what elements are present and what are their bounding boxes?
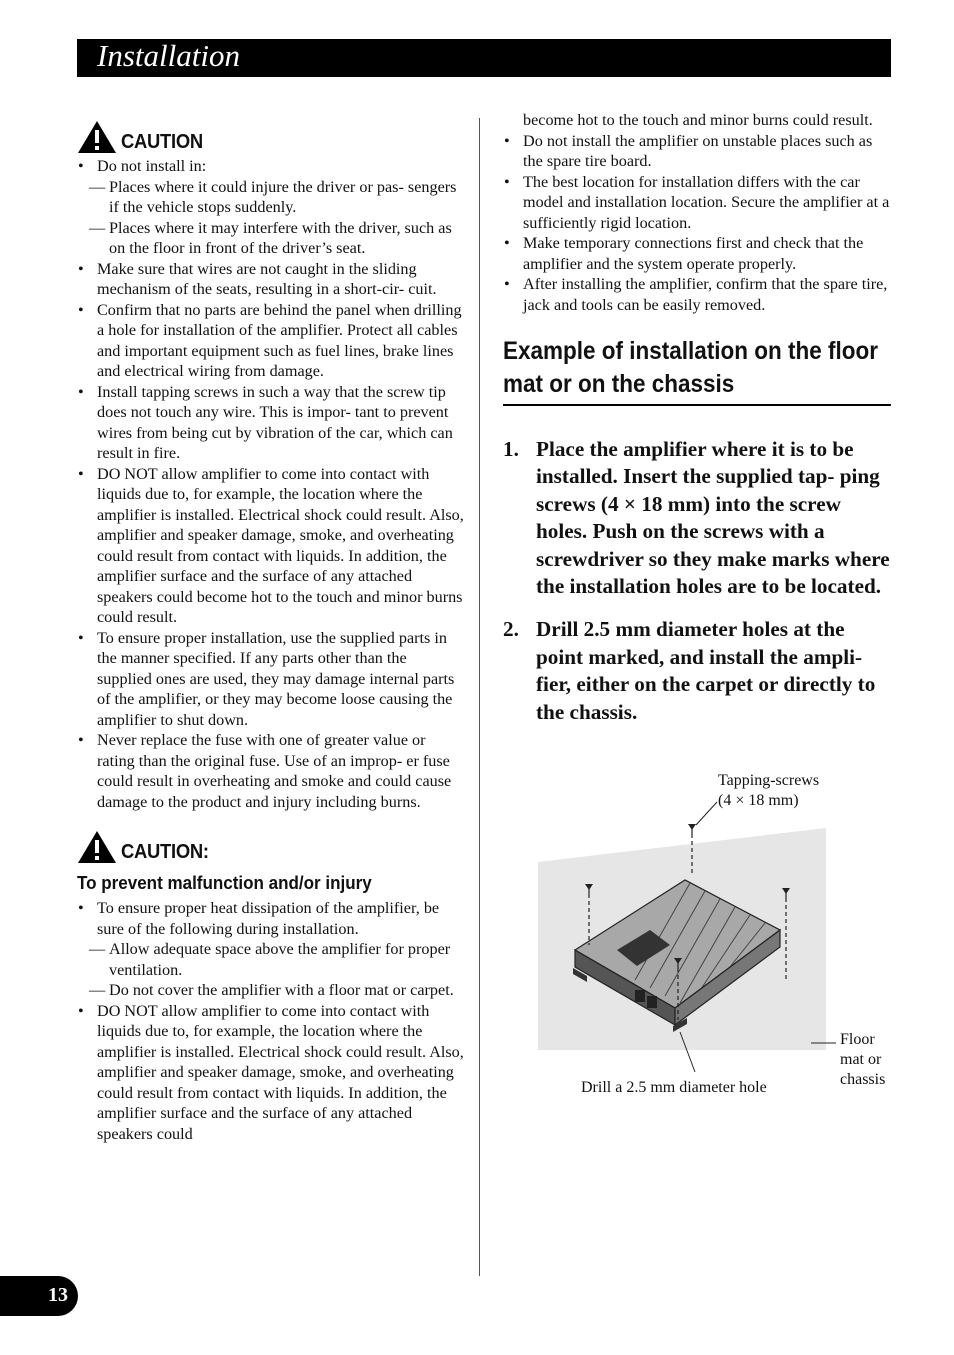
page-title: Installation — [97, 38, 240, 73]
section-title: Example of installation on the floor mat or on the chassis — [503, 335, 891, 406]
step-number: 1. — [503, 437, 519, 461]
sub-list — [77, 177, 465, 259]
sub-list-item: — Allow adequate space above the amplifier for proper ventilation. — [77, 939, 465, 980]
sub-list-item: — Places where it may interfere with the driver, such as on the floor in front of the driver’s seat. — [77, 218, 465, 259]
caution-list-2 — [77, 898, 465, 1144]
step-text: Place the amplifier where it is to be installed. Insert the supplied tap- ping screws (4 × 18 mm) into the screw holes. Push on the screws with a screwdriver so they make marks where the installation holes are to be located. — [536, 437, 890, 599]
sub-list-item: — Do not cover the amplifier with a floor mat or carpet. — [77, 980, 465, 1001]
sub-list-item: — Places where it could injure the driver or pas- sengers if the vehicle stops suddenly. — [77, 177, 465, 218]
step-item — [503, 436, 891, 600]
caution-heading — [77, 120, 465, 154]
list-item: • Do not install the amplifier on unstable places such as the spare tire board. — [503, 131, 891, 172]
list-item: • The best location for installation differs with the car model and installation location. Secure the amplifier at a sufficiently rigid location. — [503, 172, 891, 234]
installation-figure — [535, 770, 895, 1110]
step-text: Drill 2.5 mm diameter holes at the point marked, and install the ampli- fier, either on the carpet or directly to the chassis. — [536, 617, 876, 724]
warning-icon — [77, 120, 117, 154]
screws-label: Tapping-screws (4 × 18 mm) — [718, 772, 820, 809]
page-number: 13 — [48, 1284, 68, 1306]
page-number-tab — [0, 1276, 78, 1316]
continued-text: become hot to the touch and minor burns could result. — [523, 111, 873, 129]
caution-heading-2 — [77, 830, 465, 864]
list-item: • Make temporary connections first and check that the amplifier and the system operate properly. — [503, 233, 891, 274]
step-item — [503, 616, 891, 726]
right-bullet-list — [503, 131, 891, 316]
list-item: • After installing the amplifier, confirm that the spare tire, jack and tools can be easily removed. — [503, 274, 891, 315]
list-item: • Do not install in: — Places where it could injure the driver or pas- sengers if the vehicle stops suddenly. — Places where it may interfere with the driver, such as on the floor in front of the driver’s seat. — [77, 156, 465, 259]
list-item: • Never replace the fuse with one of greater value or rating than the original fuse. Use of an improp- er fuse could result in overheating and smoke and could cause damage to the product and injury including burns. — [77, 730, 465, 812]
list-item: • To ensure proper heat dissipation of the amplifier, be sure of the following during installation. — Allow adequate space above the amplifier for proper ventilation. — Do not cover the amplifier with a floor mat or carpet. — [77, 898, 465, 1001]
header-bar — [77, 39, 891, 77]
caution-subheading: To prevent malfunction and/or injury — [77, 872, 372, 893]
steps-list — [503, 436, 891, 726]
step-number: 2. — [503, 617, 519, 642]
warning-icon — [77, 830, 117, 864]
floor-label: Floor mat or chassis — [840, 1031, 886, 1088]
list-item: • To ensure proper installation, use the supplied parts in the manner specified. If any parts other than the supplied ones are used, they may damage internal parts of the amplifier, or they may become loose causing the amplifier to shut down. — [77, 628, 465, 731]
column-divider — [479, 118, 480, 1276]
caution-list — [77, 156, 465, 812]
list-item: • Confirm that no parts are behind the panel when drilling a hole for installation of the amplifier. Protect all cables and important equipment such as fuel lines, brake lines and electrical wiring from damage. — [77, 300, 465, 382]
right-column — [503, 110, 891, 742]
list-item: • DO NOT allow amplifier to come into contact with liquids due to, for example, the location where the amplifier is installed. Electrical shock could result. Also, amplifier and speaker damage, smoke, and overheating could result from contact with liquids. In addition, the amplifier surface and the surface of any attached speakers could become hot to the touch and minor burns could result. — [77, 464, 465, 628]
list-item: • Install tapping screws in such a way that the screw tip does not touch any wire. This is impor- tant to prevent wires from being cut by vibration of the car, which can result in fire. — [77, 382, 465, 464]
list-item: • Make sure that wires are not caught in the sliding mechanism of the seats, resulting in a short-cir- cuit. — [77, 259, 465, 300]
hole-label: Drill a 2.5 mm diameter hole — [581, 1079, 767, 1096]
caution-label: CAUTION — [121, 131, 203, 153]
caution-label: CAUTION: — [121, 841, 209, 863]
sub-list — [77, 939, 465, 1001]
left-column — [77, 118, 465, 1144]
list-item: • DO NOT allow amplifier to come into contact with liquids due to, for example, the location where the amplifier is installed. Electrical shock could result. Also, amplifier and speaker damage, smoke, and overheating could result from contact with liquids. In addition, the amplifier surface and the surface of any attached speakers could — [77, 1001, 465, 1145]
